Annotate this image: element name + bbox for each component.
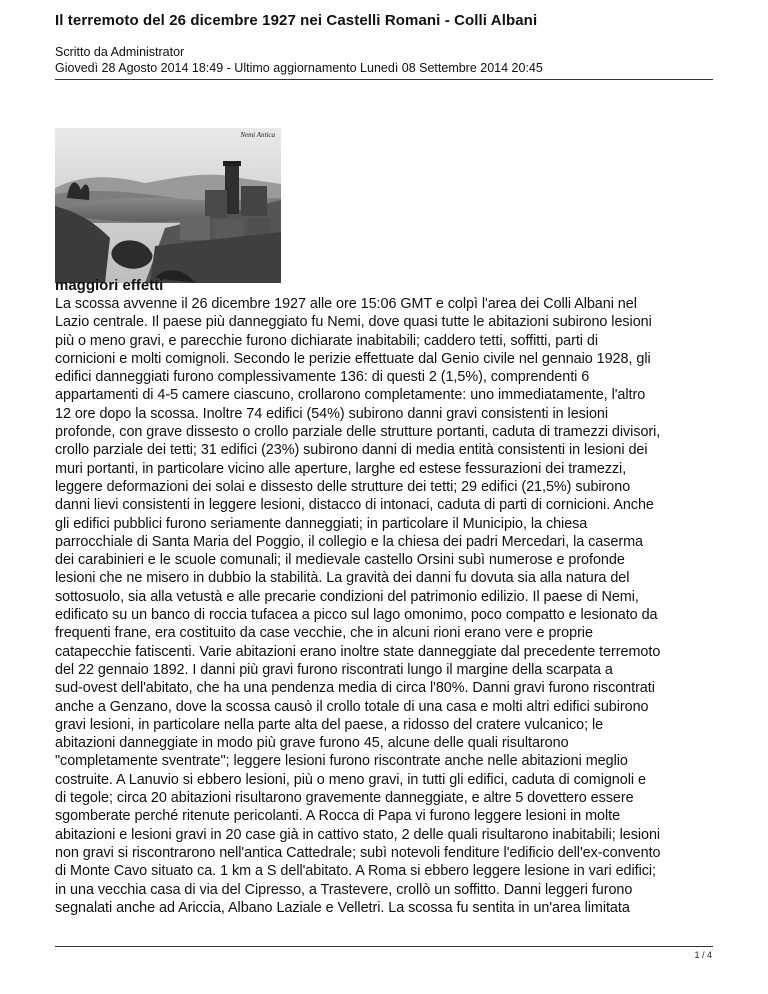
document-title: Il terremoto del 26 dicembre 1927 nei Castelli Romani - Colli Albani	[55, 12, 538, 29]
section-heading: maggiori effetti	[55, 277, 164, 294]
nemi-engraving-illustration	[55, 128, 281, 283]
page-number: 1 / 4	[694, 950, 712, 960]
article-body: La scossa avvenne il 26 dicembre 1927 alle ore 15:06 GMT e colpì l'area dei Colli Albani nel Lazio centrale. Il paese più danneggiato fu Nemi, dove quasi tutte le abitazioni subirono lesioni più o meno gravi, e parecchie furono dichiarate inabitabili; caddero tetti, soffitti, parti di cornicioni e molti comignoli. Secondo le perizie effettuate dal Genio civile nel gennaio 1928, gli edifici danneggiati furono complessivamente 136: di questi 2 (1,5%), comprendenti 6 appartamenti di 4-5 camere ciascuno, crollarono completamente: uno immediatamente, l'altro 12 ore dopo la scossa. Inoltre 74 edifici (54%) subirono danni gravi consistenti in lesioni profonde, con grave dissesto o crollo parziale delle strutture portanti, caduta di tramezzi divisori, crollo parziale dei tetti; 31 edifici (23%) subirono danni di media entità consistenti in lesioni dei muri portanti, in particolare vicino alle aperture, larghe ed estese fessurazioni dei tramezzi, leggere deformazioni dei solai e dissesto delle strutture dei tetti; 29 edifici (21,5%) subirono danni lievi consistenti in leggere lesioni, distacco di intonaci, caduta di parti di cornicioni. Anche gli edifici pubblici furono seriamente danneggiati; in particolare il Municipio, la chiesa parrocchiale di Santa Maria del Poggio, il collegio e la chiesa dei padri Mercedari, la caserma dei carabinieri e le scuole comunali; il medievale castello Orsini subì numerose e profonde lesioni che ne misero in dubbio la stabilità. La gravità dei danni fu dovuta sia alla natura del sottosuolo, sia alla vetustà e alle precarie condizioni del patrimonio edilizio. Il paese di Nemi, edificato su un banco di roccia tufacea a picco sul lago omonimo, poco compatto e lesionato da frequenti frane, era costituito da case vecchie, che in alcuni rioni erano vere e proprie catapecchie fatiscenti. Varie abitazioni erano inoltre state danneggiate dal precedente terremoto del 22 gennaio 1892. I danni più gravi furono riscontrati lungo il margine della scarpata a sud-ovest dell'abitato, che ha una pendenza media di circa l'80%. Danni gravi furono riscontrati anche a Genzano, dove la scossa causò il crollo totale di una casa e molti altri edifici subirono gravi lesioni, in particolare nella parte alta del paese, a ridosso del cratere vulcanico; le abitazioni danneggiate in modo più grave furono 45, alcune delle quali risultarono "completamente sventrate"; leggere lesioni furono riscontrate anche nelle abitazioni meglio costruite. A Lanuvio si ebbero lesioni, più o meno gravi, in tutti gli edifici, caduta di comignoli e di tegole; circa 20 abitazioni risultarono gravemente danneggiate, e altre 5 dovettero essere sgomberate perché ritenute pericolanti. A Rocca di Papa vi furono leggere lesioni in molte abitazioni e lesioni gravi in 20 case già in cattivo stato, 2 delle quali risultarono inabitabili; lesioni non gravi si riscontrarono nell'antica Cattedrale; subì notevoli fenditure l'edificio dell'ex-convento di Monte Cavo situato ca. 1 km a S dell'abitato. A Roma si ebbero leggere lesione in vari edifici; in una vecchia casa di via del Cipresso, a Trastevere, crollò un soffitto. Danni leggeri furono segnalati anche ad Ariccia, Albano Laziale e Velletri. La scossa fu sentita in un'area limitata	[55, 296, 661, 916]
dates-line: Giovedì 28 Agosto 2014 18:49 - Ultimo aggiornamento Lunedì 08 Settembre 2014 20:45	[55, 61, 543, 75]
footer-divider	[55, 946, 713, 947]
header-divider	[55, 79, 713, 80]
photo-caption: Nemi Antica	[240, 131, 275, 139]
author-line: Scritto da Administrator	[55, 45, 185, 59]
historic-photo-nemi	[55, 128, 281, 283]
